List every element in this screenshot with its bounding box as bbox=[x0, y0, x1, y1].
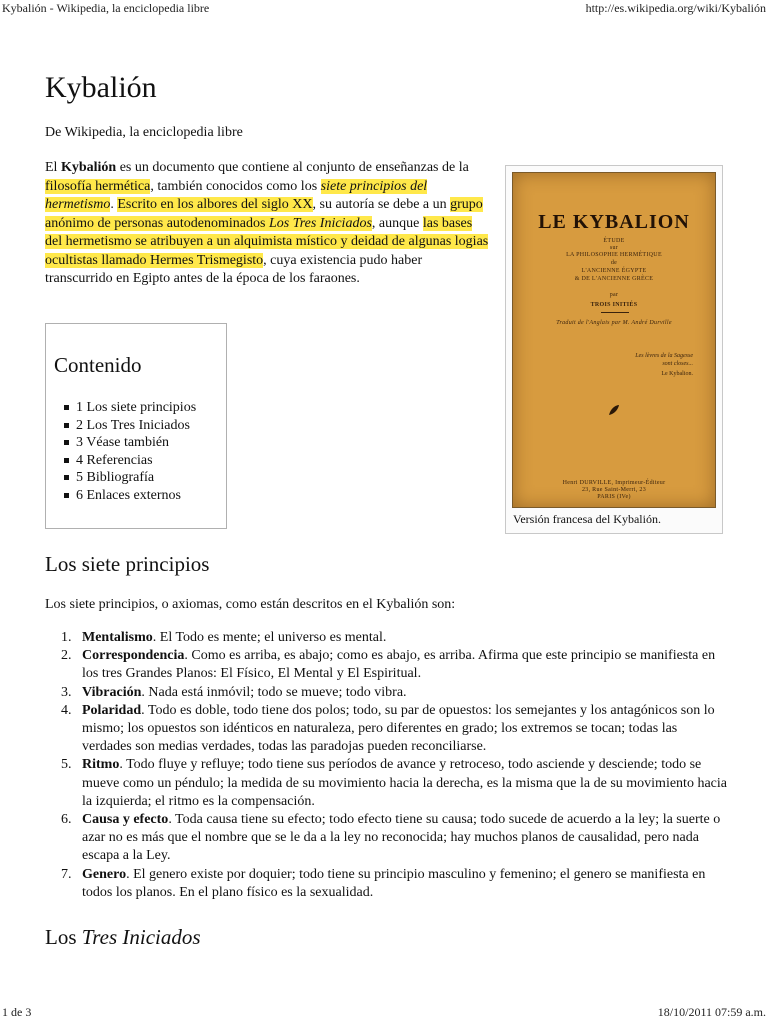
toc-item-referencias[interactable]: 4 Referencias bbox=[76, 452, 196, 470]
principle-text: . Toda causa tiene su efecto; todo efecto tiene su causa; todo sucede de acuerdo a la ley; la suerte o azar no es más que el nombre que se le da a la ley no reconocida; hay muchos planos de causalidad, pero nada escapa a la Ley. bbox=[82, 812, 721, 864]
link-siete-principios-text: siete principios del hermetismo bbox=[45, 178, 428, 212]
book-cover-image[interactable] bbox=[512, 172, 716, 508]
cover-quote: Les lèvres de la Sagesse bbox=[635, 353, 693, 359]
link-tres-iniciados[interactable]: Los Tres Iniciados bbox=[268, 215, 372, 231]
print-footer bbox=[0, 1004, 768, 1020]
section-heading-principios: Los siete principios bbox=[45, 552, 210, 576]
page-counter: 1 de 3 bbox=[2, 1005, 32, 1019]
list-item bbox=[61, 684, 727, 702]
list-number: 3. bbox=[61, 684, 72, 700]
principle-name: Polaridad bbox=[82, 702, 142, 718]
intro-text: es un documento que contiene al conjunto de enseñanzas de la bbox=[116, 160, 469, 175]
intro-text: , cuya existencia pudo haber transcurrido en Egipto antes de la época de los faraones. bbox=[45, 252, 423, 286]
toc-item-los-tres-iniciados[interactable]: 2 Los Tres Iniciados bbox=[76, 417, 196, 435]
cover-line: L'ANCIENNE ÉGYPTE bbox=[581, 268, 647, 274]
principle-text: . Nada está inmóvil; todo se mueve; todo vibra. bbox=[141, 684, 407, 700]
cover-publisher: PARIS (IVe) bbox=[597, 494, 631, 500]
toc-item-los-siete-principios[interactable]: 1 Los siete principios bbox=[76, 400, 197, 415]
list-number: 5. bbox=[61, 757, 72, 773]
highlight-grupo-text: grupo anónimo de personas autodenominados bbox=[45, 197, 483, 231]
principle-name: Causa y efecto bbox=[82, 812, 169, 828]
toc-item-vease-tambien[interactable]: 3 Véase también bbox=[76, 434, 196, 452]
cover-line: & DE L'ANCIENNE GRÈCE bbox=[574, 276, 654, 282]
principle-name: Ritmo bbox=[82, 757, 120, 773]
list-number: 4. bbox=[61, 702, 72, 718]
cover-quote: sont closes... bbox=[662, 361, 693, 367]
print-header-title: Kybalión - Wikipedia, la enciclopedia libre bbox=[2, 1, 210, 15]
highlight-hermes: las bases del hermetismo se atribuyen a un alquimista místico y deidad de algunas logias ocultistas llamado Hermes Trismegisto bbox=[45, 215, 489, 268]
site-tagline: De Wikipedia, la enciclopedia libre bbox=[45, 125, 243, 140]
principle-text: . Como es arriba, es abajo; como es abajo, es arriba. Afirma que este principio se manifiesta en los tres Grandes Planos: El Físico, El Mental y El Espiritual. bbox=[82, 648, 716, 682]
list-item bbox=[61, 629, 727, 647]
section-intro: Los siete principios, o axiomas, como están descritos en el Kybalión son: bbox=[45, 597, 456, 612]
toc-item-bibliografia[interactable]: 5 Bibliografía bbox=[76, 469, 196, 487]
cover-line: par bbox=[609, 292, 619, 298]
print-timestamp: 18/10/2011 07:59 a.m. bbox=[657, 1005, 766, 1019]
cover-line: ÉTUDE bbox=[603, 238, 625, 244]
principle-name: Genero bbox=[82, 866, 127, 882]
cover-ornament-icon bbox=[607, 403, 621, 417]
principles-list bbox=[61, 629, 727, 902]
list-item bbox=[61, 866, 727, 902]
list-number: 2. bbox=[61, 648, 72, 664]
cover-line: sur bbox=[609, 245, 619, 251]
print-header bbox=[0, 0, 768, 16]
intro-text: , también conocidos como los bbox=[150, 178, 321, 194]
intro-text: , aunque bbox=[371, 215, 423, 231]
cover-rule bbox=[601, 312, 629, 313]
heading-text-italic: Tres Iniciados bbox=[81, 925, 201, 949]
cover-publisher: Henri DURVILLE, Imprimeur-Éditeur bbox=[562, 480, 666, 486]
intro-text: El bbox=[45, 160, 61, 175]
list-item bbox=[61, 756, 727, 811]
toc-title: Contenido bbox=[54, 353, 142, 377]
cover-title: LE KYBALION bbox=[538, 211, 690, 233]
highlight-siglo-xx: Escrito en los albores del siglo XX bbox=[117, 197, 313, 212]
principle-name: Correspondencia bbox=[82, 648, 185, 664]
intro-text: . bbox=[110, 197, 118, 212]
list-item bbox=[61, 647, 727, 683]
principle-name: Mentalismo bbox=[82, 630, 153, 645]
list-number: 6. bbox=[61, 812, 72, 828]
toc-item-enlaces-externos[interactable]: 6 Enlaces externos bbox=[76, 487, 196, 505]
cover-quote: Le Kybalion. bbox=[661, 371, 693, 377]
link-filosofia-hermetica[interactable]: filosofía hermética bbox=[45, 178, 151, 194]
cover-figure bbox=[505, 165, 723, 534]
figure-caption: Versión francesa del Kybalión. bbox=[513, 512, 661, 526]
principle-text: . El Todo es mente; el universo es mental. bbox=[152, 630, 387, 645]
list-number: 7. bbox=[61, 866, 72, 882]
heading-text: Los bbox=[45, 925, 82, 949]
page-title: Kybalión bbox=[45, 71, 157, 104]
cover-publisher: 23, Rue Saint-Merri, 23 bbox=[581, 487, 647, 493]
intro-paragraph bbox=[45, 159, 490, 289]
print-header-url: http://es.wikipedia.org/wiki/Kybalión bbox=[585, 1, 766, 15]
list-item bbox=[61, 702, 727, 757]
section-heading-tres-iniciados bbox=[45, 924, 201, 950]
table-of-contents bbox=[45, 323, 227, 529]
principle-text: . El genero existe por doquier; todo tiene su principio masculino y femenino; el genero se manifiesta en todos los planos. En el plano físico es la sexualidad. bbox=[82, 866, 706, 900]
list-number: 1. bbox=[61, 630, 72, 645]
cover-author: TROIS INITIÉS bbox=[590, 302, 638, 308]
toc-list bbox=[76, 399, 196, 505]
cover-line: de bbox=[610, 260, 618, 266]
cover-line: Traduit de l'Anglais par M. André Durville bbox=[556, 320, 672, 326]
principle-text: . Todo fluye y refluye; todo tiene sus períodos de avance y retroceso, todo asciende y desciende; todo se mueve como un péndulo; la medida de su movimiento hacia la derecha, es la misma que la de su movimiento hacia la izquierda; el ritmo es la compensación. bbox=[82, 757, 727, 809]
principle-text: . Todo es doble, todo tiene dos polos; todo, su par de opuestos: los semejantes y los antagónicos son lo mismo; los opuestos son idénticos en naturaleza, pero diferentes en grado; los extremos se tocan; todas las verdades son medias verdades, todas las paradojas pueden reconciliarse. bbox=[82, 702, 715, 755]
intro-text: , su autoría se debe a un bbox=[312, 197, 451, 212]
cover-line: LA PHILOSOPHIE HERMÉTIQUE bbox=[566, 252, 662, 258]
intro-bold-term: Kybalión bbox=[60, 160, 117, 175]
list-item bbox=[61, 811, 727, 866]
principle-name: Vibración bbox=[82, 684, 142, 700]
